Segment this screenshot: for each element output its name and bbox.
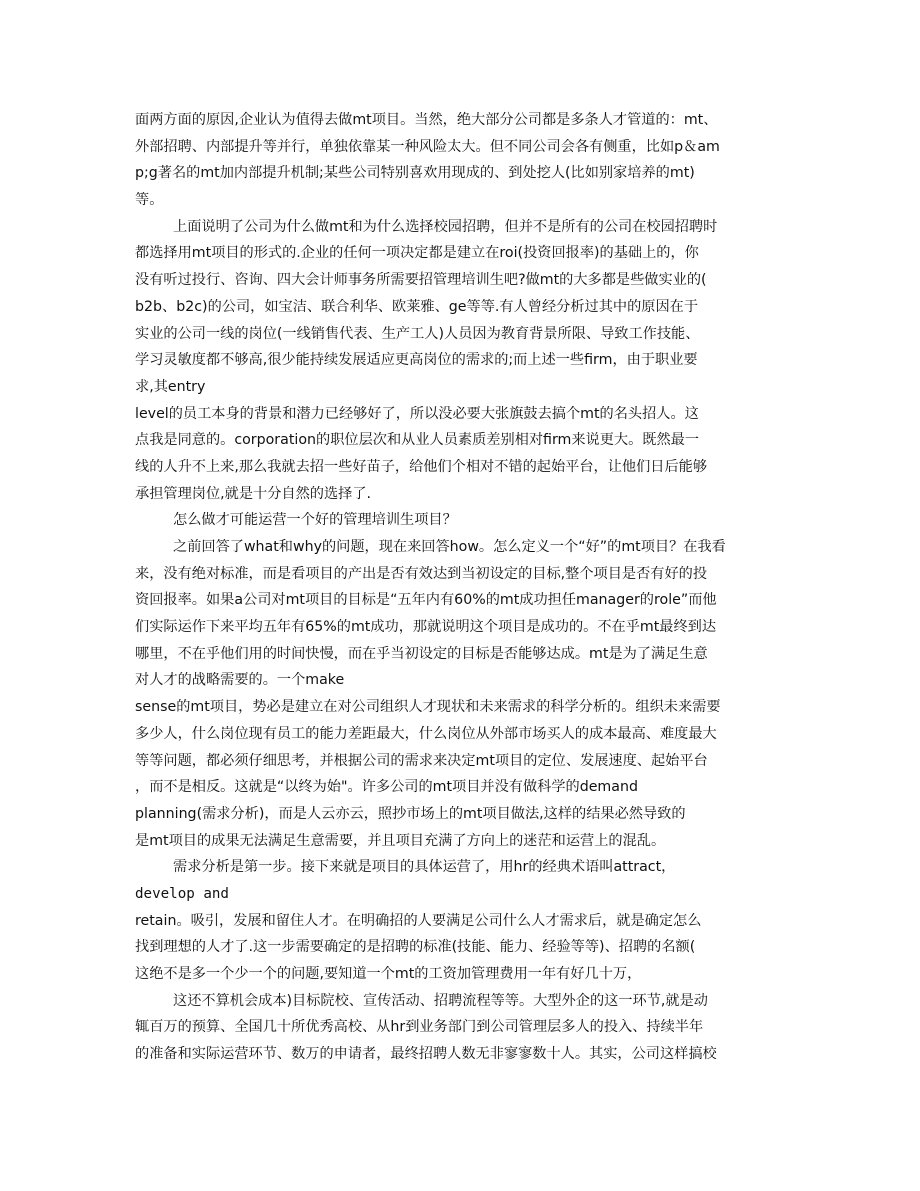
text-line: 这绝不是多一个少一个的问题,要知道一个mt的工资加管理费用一年有好几十万，	[135, 966, 642, 982]
text-line: 怎么做才可能运营一个好的管理培训生项目？	[173, 512, 457, 529]
text-line: 都选择用mt项目的形式的.企业的任何一项决定都是建立在roi(投资回报率)的基础上的，你	[135, 245, 699, 262]
text-line: 哪里，不在乎他们用的时间快慢，而在乎当初设定的目标是否能够达成。mt是为了满足生意	[135, 645, 708, 662]
text-line: 实业的公司一线的岗位(一线销售代表、生产工人)人员因为教育背景所限、导致工作技能、	[135, 325, 700, 342]
text-line: b2b、b2c)的公司，如宝洁、联合利华、欧莱雅、ge等等.有人曾经分析过其中的原因在于	[135, 298, 699, 315]
text-line: 需求分析是第一步。接下来就是项目的具体运营了，用hr的经典术语叫attract，	[173, 859, 676, 876]
text-line: level的员工本身的背景和潜力已经够好了，所以没必要大张旗鼓去搞个mt的名头招人。这	[135, 405, 699, 422]
text-line: ，而不是相反。这就是“以终为始"。许多公司的mt项目并没有做科学的demand	[135, 779, 638, 796]
text-line: sense的mt项目，势必是建立在对公司组织人才现状和未来需求的科学分析的。组织未来需要	[135, 699, 721, 716]
text-line: 承担管理岗位,就是十分自然的选择了.	[135, 485, 372, 502]
text-line: retain。吸引，发展和留住人才。在明确招的人要满足公司什么人才需求后，就是确定怎么	[135, 912, 702, 929]
text-line: planning(需求分析)，而是人云亦云，照抄市场上的mt项目做法,这样的结果必然导致的	[135, 805, 686, 822]
text-line: 多少人，什么岗位现有员工的能力差距最大，什么岗位从外部市场买人的成本最高、难度最大	[135, 725, 717, 742]
text-line: 找到理想的人才了.这一步需要确定的是招聘的标准(技能、能力、经验等等)、招聘的名额(	[135, 939, 696, 956]
text-line: 等。	[135, 192, 164, 209]
text-line: 外部招聘、内部提升等并行，单独依靠某一种风险太大。但不同公司会各有侧重，比如p＆am	[135, 138, 720, 155]
text-line: 辄百万的预算、全国几十所优秀高校、从hr到业务部门到公司管理层多人的投入、持续半年	[135, 1019, 704, 1036]
text-line: 线的人升不上来,那么我就去招一些好苗子，给他们个相对不错的起始平台，让他们日后能够	[135, 458, 708, 475]
text-line: 学习灵敏度都不够高,很少能持续发展适应更高岗位的需求的;而上述一些firm，由于职业要	[135, 352, 698, 369]
text-line: 求,其entry	[135, 378, 206, 395]
text-line: 对人才的战略需要的。一个make	[135, 672, 345, 689]
text-line: 之前回答了what和why的问题，现在来回答how。怎么定义一个“好”的mt项目？在我看	[173, 539, 726, 555]
document-body	[135, 107, 795, 1068]
text-line: develop and	[135, 885, 229, 902]
text-line: 没有听过投行、咨询、四大会计师事务所需要招管理培训生吧?做mt的大多都是些做实业的(	[135, 272, 707, 289]
text-line: 们实际运作下来平均五年有65%的mt成功，那就说明这个项目是成功的。不在乎mt最终到达	[135, 619, 717, 636]
text-line: 点我是同意的。corporation的职位层次和从业人员素质差别相对firm来说更大。既然最一	[135, 432, 700, 449]
text-line: 面两方面的原因,企业认为值得去做mt项目。当然，绝大部分公司都是多条人才管道的：mt、	[135, 112, 718, 128]
text-line: 是mt项目的成果无法满足生意需要，并且项目充满了方向上的迷茫和运营上的混乱。	[135, 832, 666, 849]
text-line: 上面说明了公司为什么做mt和为什么选择校园招聘，但并不是所有的公司在校园招聘时	[173, 218, 718, 235]
text-line: 这还不算机会成本)目标院校、宣传活动、招聘流程等等。大型外企的这一环节,就是动	[173, 992, 708, 1009]
text-line: 等等问题，都必须仔细思考，并根据公司的需求来决定mt项目的定位、发展速度、起始平台	[135, 752, 708, 769]
text-line: 的准备和实际运营环节、数万的申请者，最终招聘人数无非寥寥数十人。其实，公司这样搞校	[135, 1046, 717, 1063]
text-line: 资回报率。如果a公司对mt项目的目标是“五年内有60%的mt成功担任manager的role”而他	[135, 592, 717, 609]
text-line: p;g著名的mt加内部提升机制;某些公司特别喜欢用现成的、到处挖人(比如别家培养的mt)	[135, 165, 695, 182]
text-line: 来，没有绝对标准，而是看项目的产出是否有效达到当初设定的目标,整个项目是否有好的投	[135, 565, 708, 582]
